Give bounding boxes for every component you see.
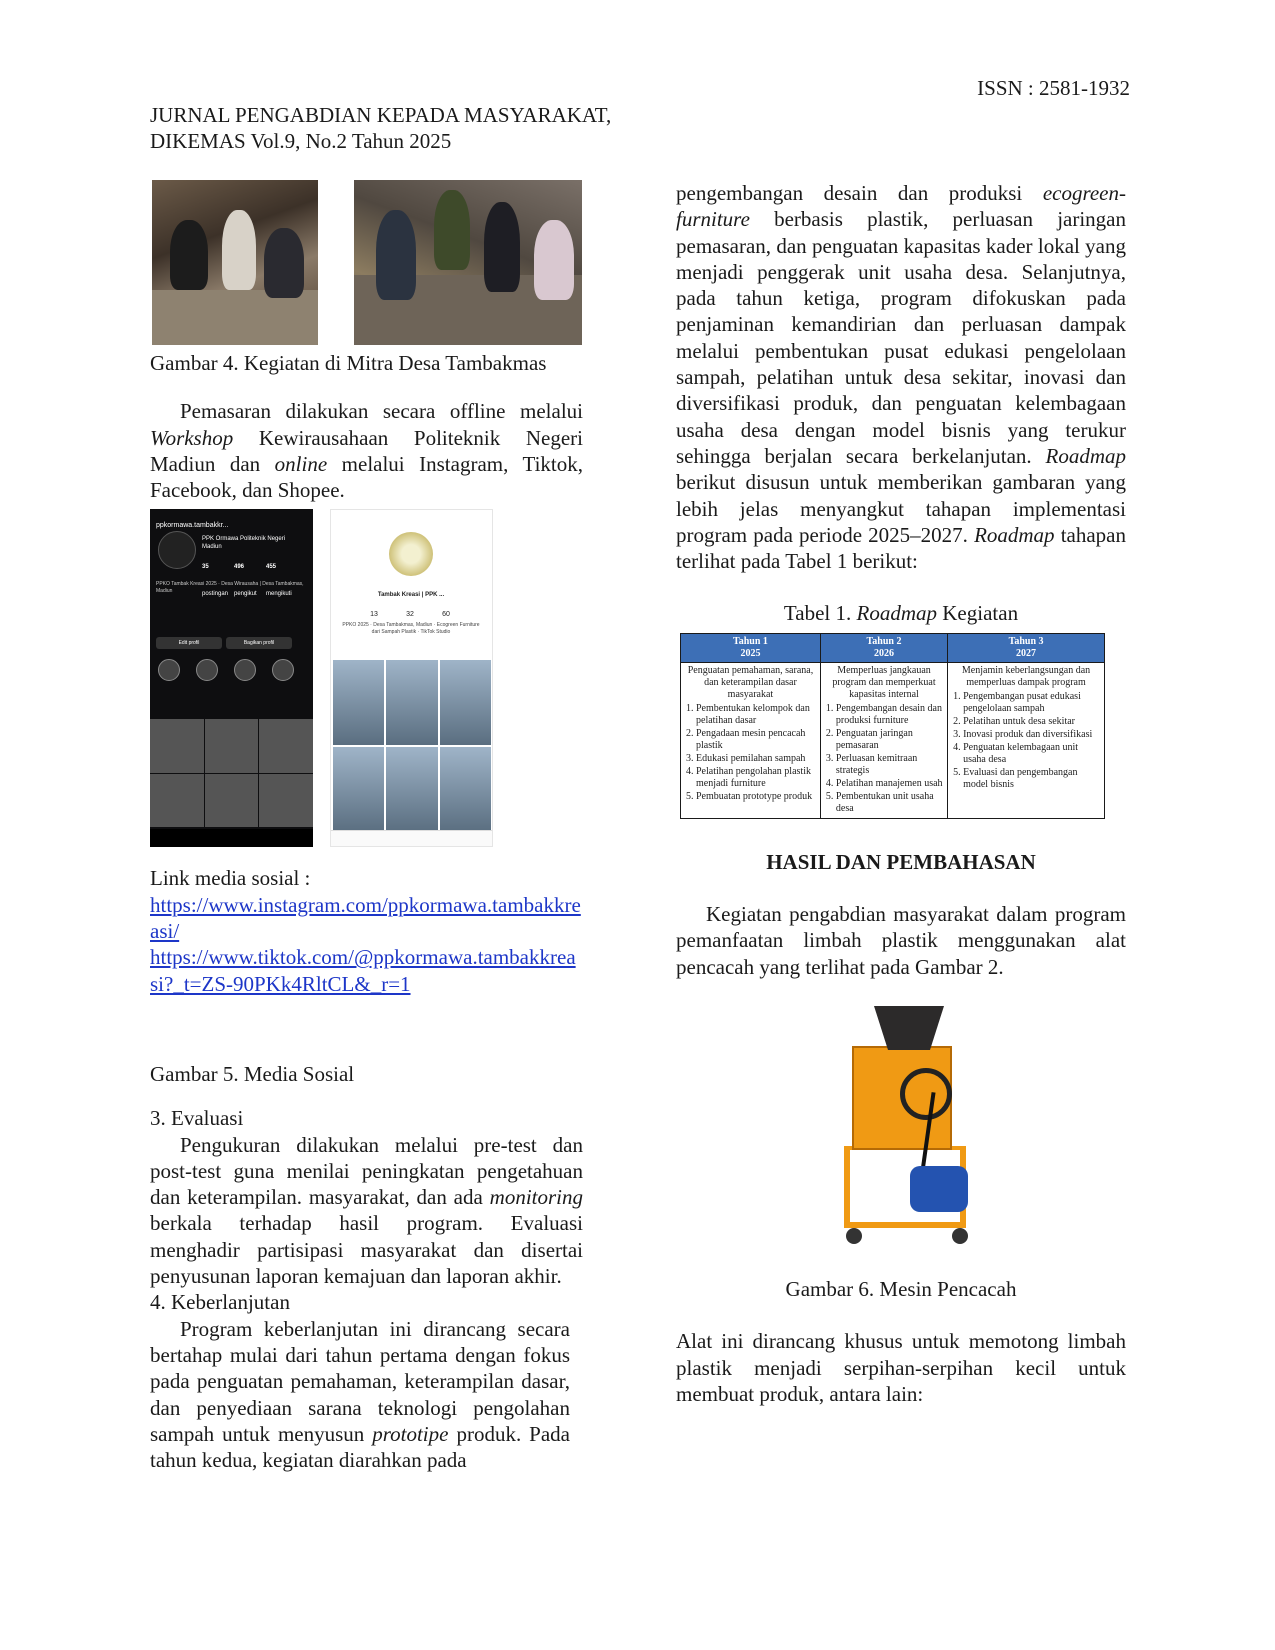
text-run: tahapan terlihat pada Tabel 1 berikut: [676, 522, 1126, 574]
header-label: Tahun 2 [866, 635, 902, 647]
highlight-icon [196, 659, 218, 681]
table-row [681, 662, 1105, 818]
list-item: 3. Perluasan kemitraan strategis [836, 753, 944, 777]
instagram-handle: ppkormawa.tambakkr... [156, 522, 229, 530]
cell-list [951, 691, 1101, 791]
cell-lead: Menjamin keberlangsungan dan memperluas dampak program [961, 664, 1091, 688]
text-run-italic: Roadmap [1045, 443, 1126, 468]
instagram-link[interactable]: https://www.instagram.com/ppkormawa.tambakkreasi/ [150, 892, 581, 944]
machine-pulley [900, 1068, 952, 1120]
sustainability-paragraph [150, 1316, 570, 1474]
text-run: Pengukuran dilakukan melalui pre-test dan post-test guna menilai peningkatan pengetahuan dan keterampilan. masyarakat, dan ada [150, 1132, 583, 1210]
tiktok-video-grid [333, 660, 491, 832]
social-media-label: Link media sosial : [150, 866, 311, 891]
machine-caster [952, 1228, 968, 1244]
cell-lead: Memperluas jangkauan program dan memperkuat kapasitas internal [832, 664, 936, 700]
tiktok-nav-bar [331, 830, 493, 846]
tiktok-link-paragraph [150, 944, 583, 997]
text-run: Program keberlanjutan ini dirancang secara bertahap mulai dari tahun pertama dengan fokus pada penguatan pemahaman, keterampilan dasar, dan penyediaan sarana teknologi pengolahan sampah untuk menyusun [150, 1316, 570, 1446]
cell-list [824, 703, 944, 815]
text-run-italic: Workshop [150, 425, 234, 450]
header-year: 2025 [740, 647, 761, 659]
list-item: 2. Pelatihan untuk desa sekitar [963, 716, 1101, 728]
list-item: 3. Inovasi produk dan diversifikasi [963, 729, 1101, 741]
instagram-avatar [158, 531, 196, 569]
sustainability-heading: 4. Keberlanjutan [150, 1290, 290, 1315]
marketing-paragraph [150, 398, 583, 503]
list-item: 1. Pembentukan kelompok dan pelatihan dasar [696, 703, 817, 727]
header-year: 2027 [1016, 647, 1037, 659]
issn-label: ISSN : 2581-1932 [977, 76, 1130, 100]
header-year: 2026 [874, 647, 894, 659]
text-run-italic: Roadmap [856, 601, 938, 626]
list-item: 5. Pembentukan unit usaha desa [836, 791, 944, 815]
list-item: 1. Pengembangan pusat edukasi pengelolaan sampah [963, 691, 1101, 715]
list-item: 5. Pembuatan prototype produk [696, 791, 817, 803]
instagram-share-profile-button: Bagikan profil [226, 637, 292, 649]
tiktok-following: 13 [370, 611, 378, 619]
text-run: berikut disusun untuk memberikan gambaran yang lebih jelas menyangkut tahapan implementasi program pada periode 2025–2027. [676, 470, 1126, 547]
highlight-icon [272, 659, 294, 681]
continuation-paragraph [676, 180, 1126, 574]
text-run: berbasis plastik, perluasan jaringan pemasaran, dan penguatan kapasitas kader lokal yang menjadi penggerak unit usaha desa. Selanjutnya, pada tahun ketiga, program difokuskan pada penjaminan kemandirian dan perluasan dampak melalui pembentukan pusat edukasi pengelolaan sampah, pelatihan untuk desa sekitar, inovasi dan diversifikasi produk, dan penguatan kelembagaan usaha desa dengan model bisnis yang terukur sehingga berjalan secara berkelanjutan. [676, 207, 1126, 468]
text-run: melalui Instagram, Tiktok, Facebook, dan Shopee. [150, 451, 583, 503]
text-run: Pemasaran dilakukan secara offline melalui [180, 399, 583, 424]
tool-paragraph: Alat ini dirancang khusus untuk memotong limbah plastik menjadi serpihan-serpihan kecil untuk membuat produk, antara lain: [676, 1329, 1126, 1406]
table-header-year-1 [681, 633, 821, 662]
text-run-italic: online [274, 451, 328, 476]
list-item: 1. Pengembangan desain dan produksi furniture [836, 703, 944, 727]
table-header-row [681, 633, 1105, 662]
section-title: HASIL DAN PEMBAHASAN [766, 849, 1036, 874]
list-item: 3. Edukasi pemilahan sampah [696, 753, 817, 765]
highlight-icon [234, 659, 256, 681]
activity-photo-1 [152, 180, 318, 345]
instagram-following-label: mengikuti [266, 590, 292, 597]
right-column [676, 180, 1126, 1407]
highlight-icon [158, 659, 180, 681]
instagram-posts-label: postingan [202, 590, 229, 597]
text-run: produk. Pada tahun kedua, kegiatan diarahkan pada [150, 1421, 570, 1473]
machine-motor [910, 1166, 968, 1212]
cell-list [684, 703, 817, 803]
cell-lead: Penguatan pemahaman, sarana, dan keterampilan dasar masyarakat [687, 664, 814, 700]
instagram-screenshot [150, 509, 313, 847]
text-run: Tabel 1. [783, 601, 857, 626]
header-label: Tahun 3 [1008, 635, 1044, 647]
list-item: 2. Pengadaan mesin pencacah plastik [696, 728, 817, 752]
text-run: berkala terhadap hasil program. Evaluasi menghadir partisipasi masyarakat dan disertai penyusunan laporan kemajuan dan laporan akhir. [150, 1211, 583, 1289]
journal-volume: DIKEMAS Vol.9, No.2 Tahun 2025 [150, 129, 452, 153]
activity-photos [150, 180, 583, 346]
tiktok-profile-logo [389, 532, 433, 576]
instagram-bio: PPKO Tambak Kreasi 2025 · Desa Wirausaha | Desa Tambakmas, Madiun [156, 581, 304, 595]
roadmap-table [680, 633, 1105, 819]
text-run-italic: ecogreen-furniture [676, 181, 1126, 232]
machine-caster [846, 1228, 862, 1244]
tiktok-name: Tambak Kreasi | PPK ... [377, 592, 445, 599]
shredder-machine-image [676, 1006, 1126, 1268]
text-run-italic: prototipe [372, 1421, 449, 1446]
instagram-name: PPK Ormawa Politeknik Negeri Madiun [202, 536, 286, 551]
figure-6-caption: Gambar 6. Mesin Pencacah [785, 1276, 1017, 1301]
instagram-post-grid [150, 719, 313, 827]
table-cell-year-3 [948, 662, 1105, 818]
left-column [150, 180, 583, 1473]
text-run: Kewirausahaan Politeknik Negeri Madiun dan [150, 425, 583, 476]
tiktok-screenshot [330, 509, 493, 847]
instagram-nav-bar [150, 829, 313, 847]
instagram-followers: 496 [234, 564, 245, 571]
table-header-year-3 [948, 633, 1105, 662]
list-item: 4. Pelatihan manajemen usah [836, 778, 944, 790]
text-run: Kegiatan [937, 601, 1019, 626]
journal-title: JURNAL PENGABDIAN KEPADA MASYARAKAT, [150, 103, 612, 127]
header-label: Tahun 1 [732, 635, 768, 647]
instagram-posts: 35 [202, 564, 209, 571]
tiktok-link[interactable]: https://www.tiktok.com/@ppkormawa.tambakkreasi?_t=ZS-90PKk4RltCL&_r=1 [150, 945, 576, 996]
text-run-italic: monitoring [489, 1185, 583, 1210]
instagram-following: 455 [266, 564, 277, 571]
tiktok-bio: PPKO 2025 · Desa Tambakmas, Madiun · Ecogreen Furniture dari Sampah Plastik · TikTok Studio [342, 622, 480, 636]
list-item: 4. Pelatihan pengolahan plastik menjadi furniture [696, 766, 817, 790]
evaluation-heading: 3. Evaluasi [150, 1106, 244, 1131]
instagram-link-paragraph [150, 892, 583, 945]
table-header-year-2 [820, 633, 947, 662]
list-item: 2. Penguatan jaringan pemasaran [836, 728, 944, 752]
activity-photo-2 [354, 180, 582, 345]
figure-5-caption: Gambar 5. Media Sosial [150, 1061, 355, 1086]
instagram-edit-profile-button: Edit profil [156, 637, 222, 649]
tiktok-likes: 60 [442, 611, 450, 619]
figure-4-caption: Gambar 4. Kegiatan di Mitra Desa Tambakmas [150, 351, 547, 375]
journal-header [150, 102, 611, 154]
table-1-caption [676, 600, 1126, 626]
table-cell-year-2 [820, 662, 947, 818]
evaluation-paragraph [150, 1132, 583, 1290]
social-media-screenshots [150, 509, 583, 849]
list-item: 5. Evaluasi dan pengembangan model bisnis [963, 767, 1101, 791]
table-cell-year-1 [681, 662, 821, 818]
text-run-italic: Roadmap [974, 522, 1055, 547]
results-paragraph: Kegiatan pengabdian masyarakat dalam program pemanfaatan limbah plastik menggunakan alat pencacah yang terlihat pada Gambar 2. [676, 902, 1126, 979]
instagram-followers-label: pengikut [234, 590, 257, 597]
text-run: pengembangan desain dan produksi [676, 181, 1043, 205]
list-item: 4. Penguatan kelembagaan unit usaha desa [963, 742, 1101, 766]
tiktok-followers: 32 [406, 611, 414, 619]
machine-hopper [874, 1006, 944, 1050]
